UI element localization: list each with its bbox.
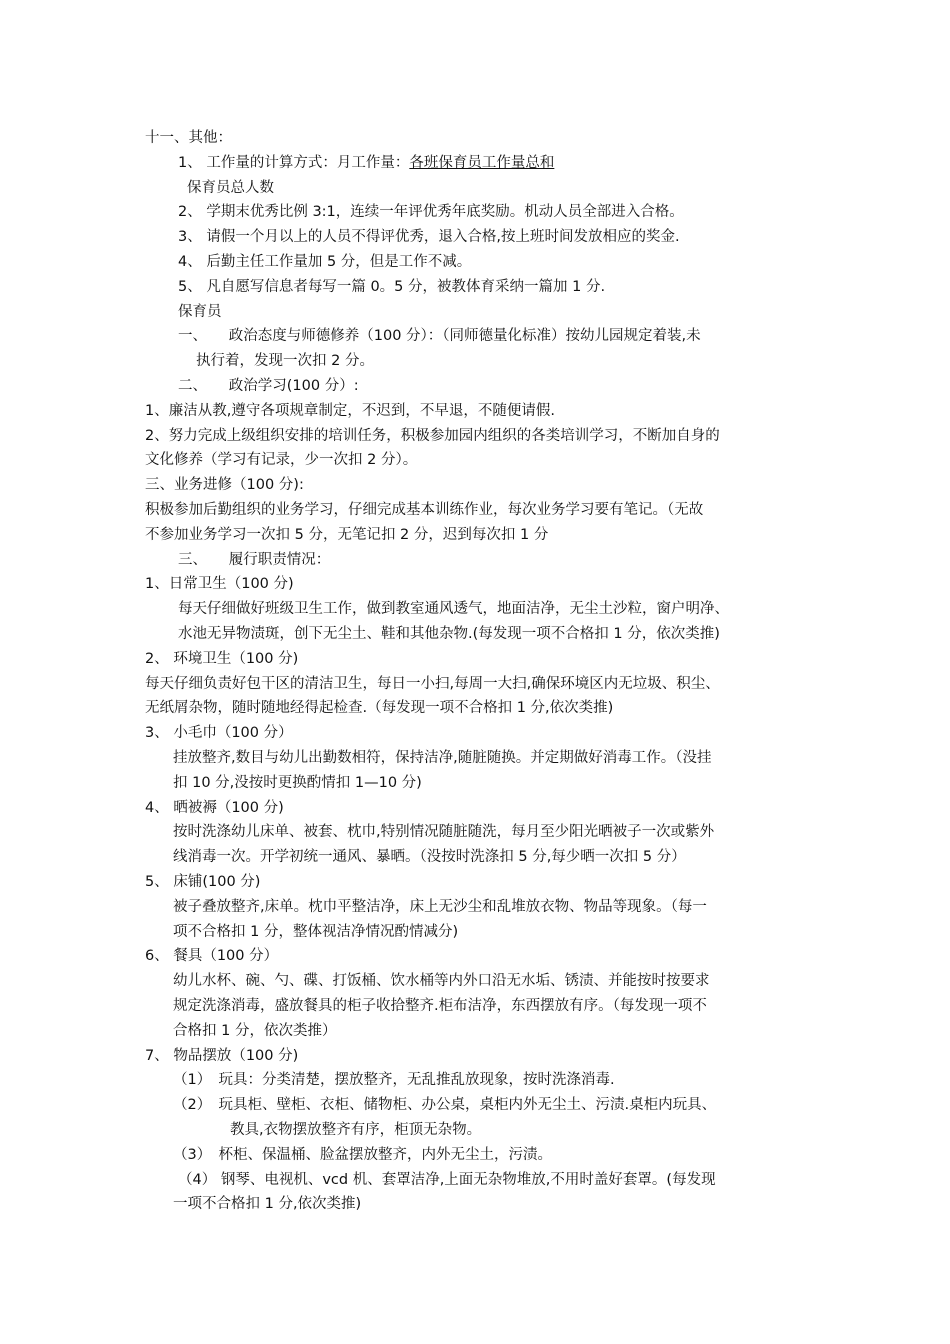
duty-7-point-2-line-2: 教具,衣物摆放整齐有序，柜顶无杂物。	[230, 1122, 482, 1138]
duty-6-line-2: 规定洗涤消毒，盛放餐具的柜子收拾整齐.柜布洁净，东西摆放有序。（每发现一项不	[173, 998, 707, 1014]
section-heading: 十一、其他：	[145, 130, 232, 146]
duty-2-line-2: 无纸屑杂物，随时随地经得起检查.（每发现一项不合格扣 1 分,依次类推)	[145, 700, 614, 716]
duty-3-line-1: 挂放整齐,数目与幼儿出勤数相符，保持洁净,随脏随换。并定期做好消毒工作。（没挂	[173, 750, 712, 766]
duty-5-line-1: 被子叠放整齐,床单。枕巾平整洁净，床上无沙尘和乱堆放衣物、物品等现象。（每一	[173, 899, 707, 915]
duty-2-line-1: 每天仔细负责好包干区的清洁卫生，每日一小扫,每周一大扫,确保环境区内无垃圾、积尘、	[145, 676, 720, 692]
duty-7-point-1: （1） 玩具：分类清楚，摆放整齐，无乱推乱放现象，按时洗涤消毒.	[173, 1072, 615, 1088]
section-title: 保育员	[178, 304, 222, 320]
duty-7-point-4-line-1: （4） 钢琴、电视机、vcd 机、套罩洁净,上面无杂物堆放,不用时盖好套罩。(每发现	[178, 1172, 716, 1188]
rule-4: 4、 后勤主任工作量加 5 分，但是工作不减。	[178, 254, 472, 270]
duty-2-title: 2、 环境卫生（100 分)	[145, 651, 299, 667]
rule-1-text: 1、 工作量的计算方式：月工作量：	[178, 155, 410, 171]
duty-7-point-3: （3） 杯柜、保温桶、脸盆摆放整齐，内外无尘土，污渍。	[173, 1147, 552, 1163]
duty-1-line-2: 水池无异物渍斑，创下无尘土、鞋和其他杂物.(每发现一项不合格扣 1 分，依次类推)	[178, 626, 720, 642]
item-2-point-1: 1、廉洁从教,遵守各项规章制定，不迟到，不早退，不随便请假.	[145, 403, 555, 419]
duty-6-title: 6、 餐具（100 分）	[145, 948, 279, 964]
duty-6-line-3: 合格扣 1 分，依次类推）	[173, 1023, 337, 1039]
duty-4-line-2: 线消毒一次。开学初统一通风、暴晒。（没按时洗涤扣 5 分,每少晒一次扣 5 分）	[173, 849, 686, 865]
item-2-title: 二、 政治学习(100 分）:	[178, 378, 359, 394]
rule-1-formula-denominator: 保育员总人数	[187, 180, 274, 196]
duty-7-point-4-line-2: 一项不合格扣 1 分,依次类推)	[173, 1196, 362, 1212]
item-1-line-1: 一、 政治态度与师德修养（100 分）：（同师德量化标准）按幼儿园规定着装,未	[178, 328, 701, 344]
rule-1-formula-numerator: 各班保育员工作量总和	[409, 155, 555, 171]
duty-5-line-2: 项不合格扣 1 分，整体视洁净情况酌情减分)	[173, 924, 459, 940]
duty-7-point-2-line-1: （2） 玩具柜、壁柜、衣柜、储物柜、办公桌，桌柜内外无尘土、污渍.桌柜内玩具、	[173, 1097, 717, 1113]
duty-7-title: 7、 物品摆放（100 分)	[145, 1048, 299, 1064]
rule-1	[178, 153, 554, 173]
rule-5: 5、 凡自愿写信息者每写一篇 0。5 分，被教体育采纳一篇加 1 分.	[178, 279, 606, 295]
duty-4-title: 4、 晒被褥（100 分)	[145, 800, 284, 816]
item-1-line-2: 执行着，发现一次扣 2 分。	[196, 353, 374, 369]
item-2-point-2-line-2: 文化修养（学习有记录，少一次扣 2 分）。	[145, 452, 418, 468]
item-4-title: 三、 履行职责情况：	[178, 552, 331, 568]
rule-3: 3、 请假一个月以上的人员不得评优秀，退入合格,按上班时间发放相应的奖金.	[178, 229, 680, 245]
item-2-point-2-line-1: 2、努力完成上级组织安排的培训任务，积极参加园内组织的各类培训学习，不断加自身的	[145, 428, 720, 444]
duty-4-line-1: 按时洗涤幼儿床单、被套、枕巾,特别情况随脏随洗，每月至少阳光晒被子一次或紫外	[173, 824, 715, 840]
duty-3-title: 3、 小毛巾（100 分）	[145, 725, 293, 741]
duty-1-line-1: 每天仔细做好班级卫生工作，做到教室通风透气，地面洁净，无尘土沙粒，窗户明净、	[178, 601, 729, 617]
duty-5-title: 5、 床铺(100 分)	[145, 874, 261, 890]
item-3-line-1: 积极参加后勤组织的业务学习，仔细完成基本训练作业，每次业务学习要有笔记。（无故	[145, 502, 704, 518]
item-3-title: 三、业务进修（100 分):	[145, 477, 304, 493]
item-3-line-2: 不参加业务学习一次扣 5 分，无笔记扣 2 分，迟到每次扣 1 分	[145, 527, 549, 543]
duty-6-line-1: 幼儿水杯、碗、勺、碟、打饭桶、饮水桶等内外口沿无水垢、锈渍、并能按时按要求	[173, 973, 710, 989]
duty-1-title: 1、日常卫生（100 分)	[145, 576, 294, 592]
duty-3-line-2: 扣 10 分,没按时更换酌情扣 1—10 分)	[173, 775, 422, 791]
rule-2: 2、 学期末优秀比例 3:1，连续一年评优秀年底奖励。机动人员全部进入合格。	[178, 204, 684, 220]
